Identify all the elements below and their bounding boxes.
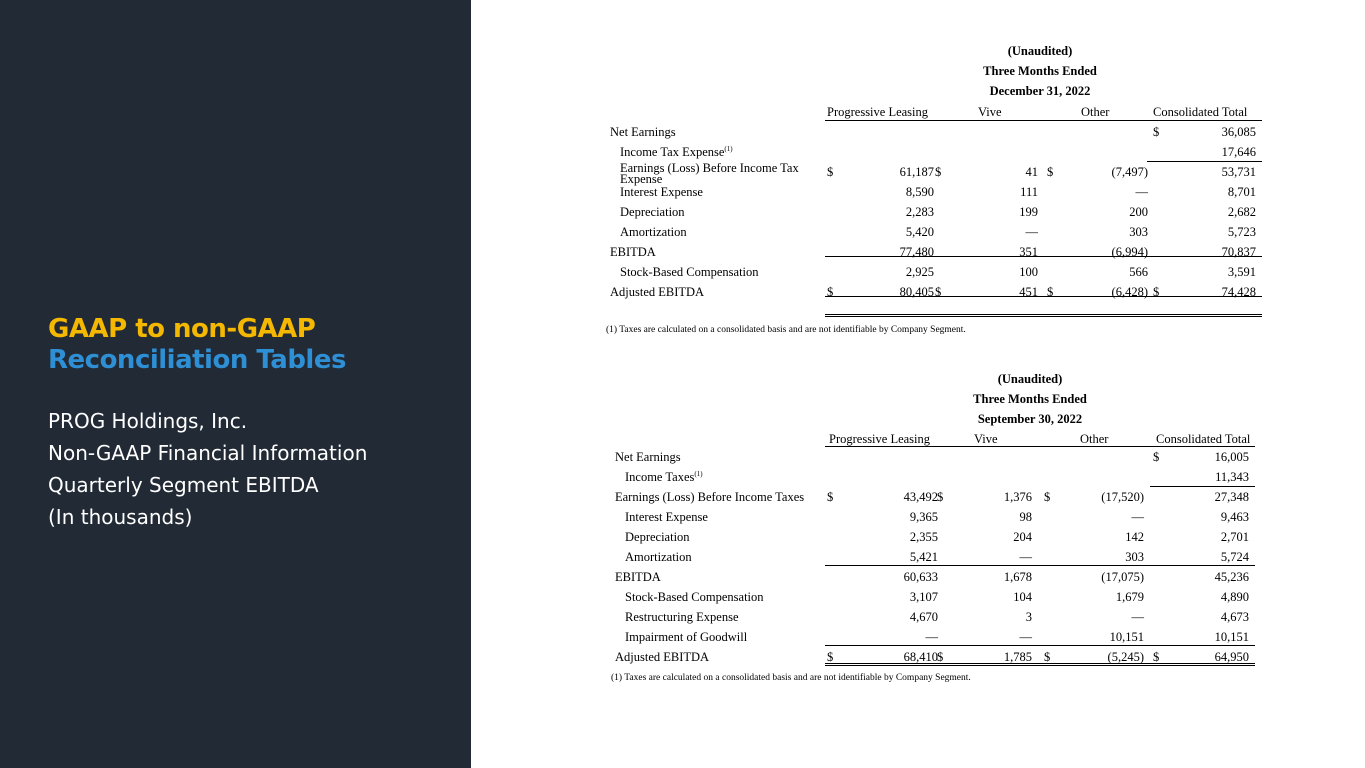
cell-value-vive: 204 [1013,530,1032,544]
row-label [625,607,739,627]
row-label [620,142,733,162]
cell-value-other: (17,520) [1101,490,1144,504]
column-header: Other [1081,105,1110,119]
cell-value-vive: 3 [1025,610,1032,624]
table-row [610,161,1262,186]
row-label-text: Amortization [625,550,692,564]
cell-value-vive: 351 [1019,245,1038,259]
cell-value-cons: 3,591 [1227,265,1256,279]
currency-symbol: $ [1153,450,1160,464]
header-rule [825,120,1262,121]
row-label-text: Adjusted EBITDA [610,285,705,299]
column-header: Progressive Leasing [827,105,929,119]
left-panel [0,0,471,768]
cell-value-other: (17,075) [1101,570,1144,584]
row-label [620,222,687,242]
row-label [625,587,764,607]
currency-symbol: $ [937,490,944,504]
table-rule [825,296,1262,297]
row-label [620,262,759,282]
cell-value-pl: 68,410 [903,650,938,664]
column-header: Vive [978,105,1002,119]
table-header-line: Three Months Ended [983,64,1097,78]
row-label [620,182,703,202]
row-label [625,507,708,527]
table-row [615,447,1255,467]
cell-value-vive: 451 [1019,285,1038,299]
currency-symbol: $ [827,650,834,664]
cell-value-pl: 8,590 [905,185,934,199]
table-header-line: (Unaudited) [1007,44,1073,58]
table-header-line: (Unaudited) [997,372,1063,386]
currency-symbol: $ [827,165,834,179]
cell-value-pl: 5,420 [905,225,934,239]
cell-value-pl: 80,405 [899,285,934,299]
cell-value-other: 303 [1129,225,1148,239]
row-label [625,547,692,567]
cell-value-other: 303 [1125,550,1144,564]
row-label-text: Adjusted EBITDA [615,650,710,664]
cell-value-other: 142 [1125,530,1144,544]
table-row [615,587,1255,607]
reconciliation-table-q4 [606,41,1262,341]
cell-value-cons: 5,724 [1220,550,1249,564]
table-row [610,202,1262,222]
row-label [625,527,690,547]
cell-value-cons: 4,890 [1220,590,1249,604]
cell-value-vive: 104 [1013,590,1032,604]
cell-value-other: — [1135,185,1148,199]
row-label-line: Expense [620,172,663,186]
cell-value-other: (7,497) [1111,165,1148,179]
table-rule [825,645,1255,646]
cell-value-other: 1,679 [1115,590,1144,604]
row-label-text: Income Taxes [625,470,695,484]
cell-value-pl: 3,107 [909,590,938,604]
slide-title [48,314,346,376]
table-row [615,567,1255,587]
row-label-text: Amortization [620,225,687,239]
cell-value-vive: — [1025,225,1038,239]
cell-value-pl: 4,670 [909,610,938,624]
table-row [615,467,1255,487]
table-rule [1147,161,1262,162]
table-rule [1150,486,1255,487]
cell-value-cons: 70,837 [1221,245,1256,259]
currency-symbol: $ [1044,490,1051,504]
row-label [615,487,804,507]
company-name: PROG Holdings, Inc. [48,409,248,433]
cell-value-cons: 11,343 [1215,470,1249,484]
table-row [615,527,1255,547]
cell-value-pl: 60,633 [903,570,938,584]
cell-value-cons: 9,463 [1220,510,1249,524]
row-label [615,647,709,667]
row-label-text: Stock-Based Compensation [625,590,764,604]
cell-value-cons: 2,682 [1227,205,1256,219]
row-label-text: Impairment of Goodwill [625,630,748,644]
table-row [610,182,1262,202]
cell-value-pl: 43,492 [903,490,938,504]
footnote-marker: (1) [724,145,733,153]
column-header: Vive [974,432,998,446]
column-header: Progressive Leasing [829,432,931,446]
currency-symbol: $ [1047,285,1054,299]
currency-symbol: $ [827,490,834,504]
cell-value-other: — [1131,510,1144,524]
currency-symbol: $ [827,285,834,299]
cell-value-pl: 2,925 [905,265,934,279]
row-label [615,447,681,467]
cell-value-vive: 199 [1019,205,1038,219]
cell-value-cons: 16,005 [1214,450,1249,464]
row-label-text: Restructuring Expense [625,610,739,624]
row-label [610,282,704,302]
cell-value-cons: 45,236 [1214,570,1249,584]
table-rule [825,314,1262,317]
table-header-line: Three Months Ended [973,392,1087,406]
row-label [610,122,676,142]
row-label-line: Earnings (Loss) Before Income Tax [620,161,799,175]
row-label-text: Earnings (Loss) Before Income Taxes [615,490,805,504]
cell-value-vive: 98 [1019,510,1032,524]
table-rule [825,663,1255,666]
row-label [620,202,685,222]
table-row [610,222,1262,242]
cell-value-cons: 53,731 [1221,165,1256,179]
table-row [615,487,1255,507]
cell-value-pl: 77,480 [899,245,934,259]
cell-value-pl: 9,365 [909,510,938,524]
column-header: Consolidated Total [1156,432,1251,446]
currency-symbol: $ [935,165,942,179]
row-label [615,567,661,587]
cell-value-other: 10,151 [1109,630,1144,644]
table-row [615,547,1255,567]
row-label-text: Depreciation [625,530,690,544]
row-label-text: Interest Expense [625,510,708,524]
table-header-line: December 31, 2022 [989,84,1091,98]
table-row [610,262,1262,282]
currency-symbol: $ [937,650,944,664]
subtitle-line: Quarterly Segment EBITDA [48,473,319,497]
currency-symbol: $ [1047,165,1054,179]
slide-subtitle [48,405,367,533]
reconciliation-table-q3 [611,368,1255,688]
currency-symbol: $ [1044,650,1051,664]
cell-value-cons: 5,723 [1227,225,1256,239]
table-header-line: September 30, 2022 [977,412,1083,426]
cell-value-cons: 4,673 [1220,610,1249,624]
cell-value-cons: 64,950 [1214,650,1249,664]
cell-value-cons: 17,646 [1221,145,1256,159]
cell-value-vive: — [1019,630,1032,644]
table-row [610,242,1262,262]
cell-value-vive: 100 [1019,265,1038,279]
cell-value-vive: 111 [1020,185,1038,199]
row-label-text: Depreciation [620,205,685,219]
row-label-text: EBITDA [615,570,661,584]
currency-symbol: $ [1153,650,1160,664]
subtitle-line: Non-GAAP Financial Information [48,441,368,465]
column-header: Consolidated Total [1153,105,1248,119]
cell-value-pl: — [925,630,938,644]
slide-title-line1: GAAP to non-GAAP [48,314,316,344]
slide-title-line2: Reconciliation Tables [48,345,346,375]
cell-value-pl: 5,421 [909,550,938,564]
cell-value-cons: 8,701 [1227,185,1256,199]
table-rule [825,256,1262,257]
footnote: (1) Taxes are calculated on a consolidated basis and are not identifiable by Company Segment. [611,673,971,683]
row-label-text: Interest Expense [620,185,703,199]
cell-value-other: 566 [1129,265,1148,279]
cell-value-pl: 2,283 [905,205,934,219]
table-row [615,607,1255,627]
row-label [625,467,703,487]
table-row [615,627,1255,647]
row-label-text: Net Earnings [615,450,681,464]
row-label-text: Income Tax Expense [620,145,725,159]
table-row [610,282,1262,302]
row-label-text: Stock-Based Compensation [620,265,759,279]
cell-value-vive: 1,785 [1003,650,1032,664]
footnote: (1) Taxes are calculated on a consolidated basis and are not identifiable by Company Segment. [606,325,966,335]
table-row [615,507,1255,527]
cell-value-cons: 2,701 [1220,530,1249,544]
cell-value-vive: 41 [1025,165,1038,179]
row-label-text: Net Earnings [610,125,676,139]
cell-value-vive: 1,678 [1003,570,1032,584]
cell-value-other: (6,994) [1111,245,1148,259]
cell-value-other: — [1131,610,1144,624]
footnote-marker: (1) [694,470,703,478]
cell-value-other: 200 [1129,205,1148,219]
row-label-text: EBITDA [610,245,656,259]
table-rule [825,565,1255,566]
units-note: (In thousands) [48,505,193,529]
table-row [610,122,1262,142]
currency-symbol: $ [1153,125,1160,139]
row-label [625,627,747,647]
cell-value-vive: 1,376 [1003,490,1032,504]
cell-value-cons: 10,151 [1214,630,1249,644]
row-label [610,242,656,262]
cell-value-cons: 27,348 [1214,490,1249,504]
cell-value-cons: 74,428 [1221,285,1256,299]
cell-value-cons: 36,085 [1221,125,1256,139]
cell-value-pl: 61,187 [899,165,934,179]
currency-symbol: $ [1153,285,1160,299]
currency-symbol: $ [935,285,942,299]
cell-value-other: (5,245) [1107,650,1144,664]
column-header: Other [1080,432,1109,446]
cell-value-other: (6,428) [1111,285,1148,299]
cell-value-vive: — [1019,550,1032,564]
table-row [610,142,1262,162]
cell-value-pl: 2,355 [909,530,938,544]
